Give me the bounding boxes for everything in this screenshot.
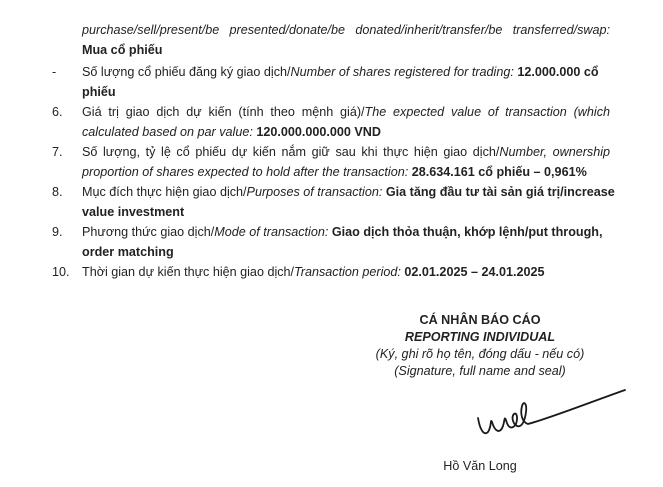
shares-registered-line2 (82, 82, 610, 102)
item-6-value: 120.000.000.000 VND (256, 125, 381, 139)
item-10-label-vn: Thời gian dự kiến thực hiện giao dịch/ (82, 265, 295, 279)
item-7-label-en: Number, ownership (499, 145, 610, 159)
item-8-value: Gia tăng đầu tư tài sản giá trị/increase (385, 185, 615, 199)
shares-registered-label-en: Number of shares registered for trading: (290, 65, 514, 79)
item-7-line1 (82, 142, 610, 162)
signer-name: Hồ Văn Long (443, 459, 517, 473)
shares-registered-label-vn: Số lượng cổ phiếu đăng ký giao dịch/ (82, 65, 291, 79)
item-6-marker: 6. (52, 105, 63, 119)
item-6-label-vn: Giá trị giao dịch dự kiến (tính theo mệnh giá)/ (82, 105, 365, 119)
item-6-label-en-cont: calculated based on par value: (82, 125, 253, 139)
item-9-value: Giao dịch thỏa thuận, khớp lệnh/put through, (331, 225, 603, 239)
shares-registered-value-cont: phiếu (82, 85, 116, 99)
shares-registered-marker: - (52, 65, 57, 79)
item-9-label-en: Mode of transaction: (214, 225, 329, 239)
item-6-line2 (82, 122, 610, 142)
item-7-label-en-cont: proportion of shares expected to hold after the transaction: (82, 165, 409, 179)
item-8-label-vn: Mục đích thực hiện giao dịch/ (82, 185, 247, 199)
item-9-label-vn: Phương thức giao dịch/ (82, 225, 215, 239)
item-9-line2 (82, 242, 610, 262)
purchase-value: Mua cổ phiếu (82, 43, 163, 57)
item-8-value-cont: value investment (82, 205, 185, 219)
handwritten-signature (470, 388, 630, 458)
item-8-marker: 8. (52, 185, 63, 199)
item-8-line2 (82, 202, 610, 222)
purchase-types-text: purchase/sell/present/be presented/donate/be donated/inherit/transfer/be transferred/swap: (82, 23, 610, 37)
reporting-individual-title-en: REPORTING INDIVIDUAL (404, 330, 556, 344)
item-8-line1 (82, 182, 615, 202)
item-10-value: 02.01.2025 – 24.01.2025 (404, 265, 545, 279)
signature-note-vn: (Ký, ghi rõ họ tên, đóng dấu - nếu có) (375, 347, 585, 361)
signature-note-en: (Signature, full name and seal) (394, 364, 566, 378)
item-8-label-en: Purposes of transaction: (246, 185, 383, 199)
item-10-label-en: Transaction period: (294, 265, 401, 279)
item-9-line1 (82, 222, 610, 242)
item-7-value: 28.634.161 cổ phiếu – 0,961% (411, 165, 587, 179)
item-9-value-cont: order matching (82, 245, 174, 259)
item-7-label-vn: Số lượng, tỷ lệ cổ phiếu dự kiến nắm giữ sau khi thực hiện giao dịch/ (82, 145, 500, 159)
shares-registered-line1 (82, 62, 610, 82)
item-7-marker: 7. (52, 145, 63, 159)
item-9-marker: 9. (52, 225, 63, 239)
purchase-types-line (82, 20, 610, 40)
item-6-line1 (82, 102, 610, 122)
purchase-value-line (82, 40, 610, 60)
item-10-line1 (82, 262, 610, 282)
shares-registered-value: 12.000.000 cổ (517, 65, 599, 79)
item-10-marker: 10. (52, 265, 70, 279)
item-6-label-en: The expected value of transaction (which (364, 105, 610, 119)
reporting-individual-title-vn: CÁ NHÂN BÁO CÁO (419, 313, 541, 327)
item-7-line2 (82, 162, 610, 182)
